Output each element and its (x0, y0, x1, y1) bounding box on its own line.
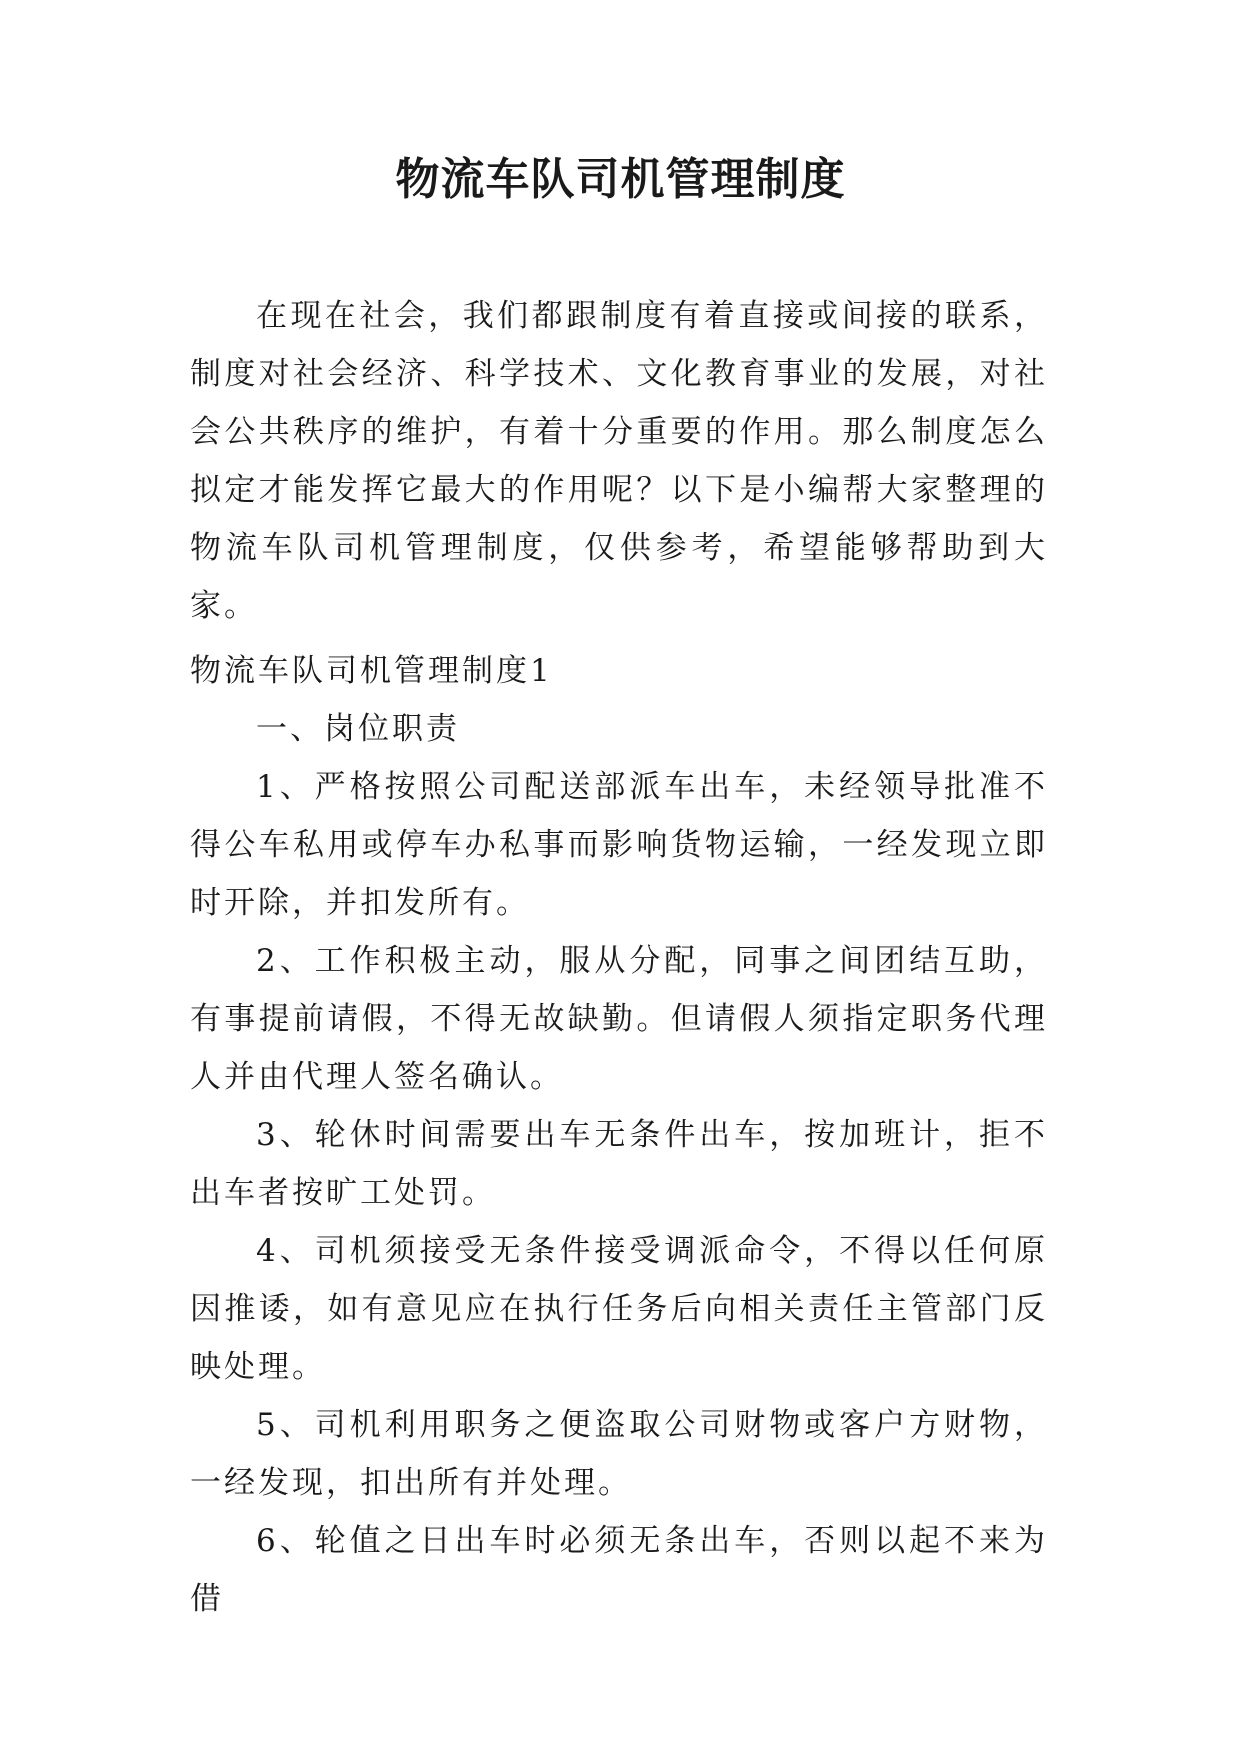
intro-paragraph: 在现在社会，我们都跟制度有着直接或间接的联系，制度对社会经济、科学技术、文化教育事业的发展，对社会公共秩序的维护，有着十分重要的作用。那么制度怎么拟定才能发挥它最大的作用呢？以下是小编帮大家整理的物流车队司机管理制度，仅供参考，希望能够帮助到大家。 (190, 298, 1048, 624)
list-item: 3、轮休时间需要出车无条件出车，按加班计，拒不出车者按旷工处罚。 (190, 1117, 1048, 1211)
section-heading: 物流车队司机管理制度1 (190, 653, 553, 689)
list-item: 4、司机须接受无条件接受调派命令，不得以任何原因推诿，如有意见应在执行任务后向相关责任主管部门反映处理。 (190, 1233, 1048, 1385)
list-item: 2、工作积极主动，服从分配，同事之间团结互助，有事提前请假，不得无故缺勤。但请假人须指定职务代理人并由代理人签名确认。 (190, 943, 1048, 1095)
list-item: 1、严格按照公司配送部派车出车，未经领导批准不得公车私用或停车办私事而影响货物运输，一经发现立即时开除，并扣发所有。 (190, 769, 1048, 921)
list-item: 6、轮值之日出车时必须无条出车，否则以起不来为借 (190, 1523, 1048, 1617)
list-item: 5、司机利用职务之便盗取公司财物或客户方财物，一经发现，扣出所有并处理。 (190, 1407, 1048, 1501)
clause-heading: 一、岗位职责 (256, 711, 460, 747)
document-title: 物流车队司机管理制度 (395, 154, 846, 205)
